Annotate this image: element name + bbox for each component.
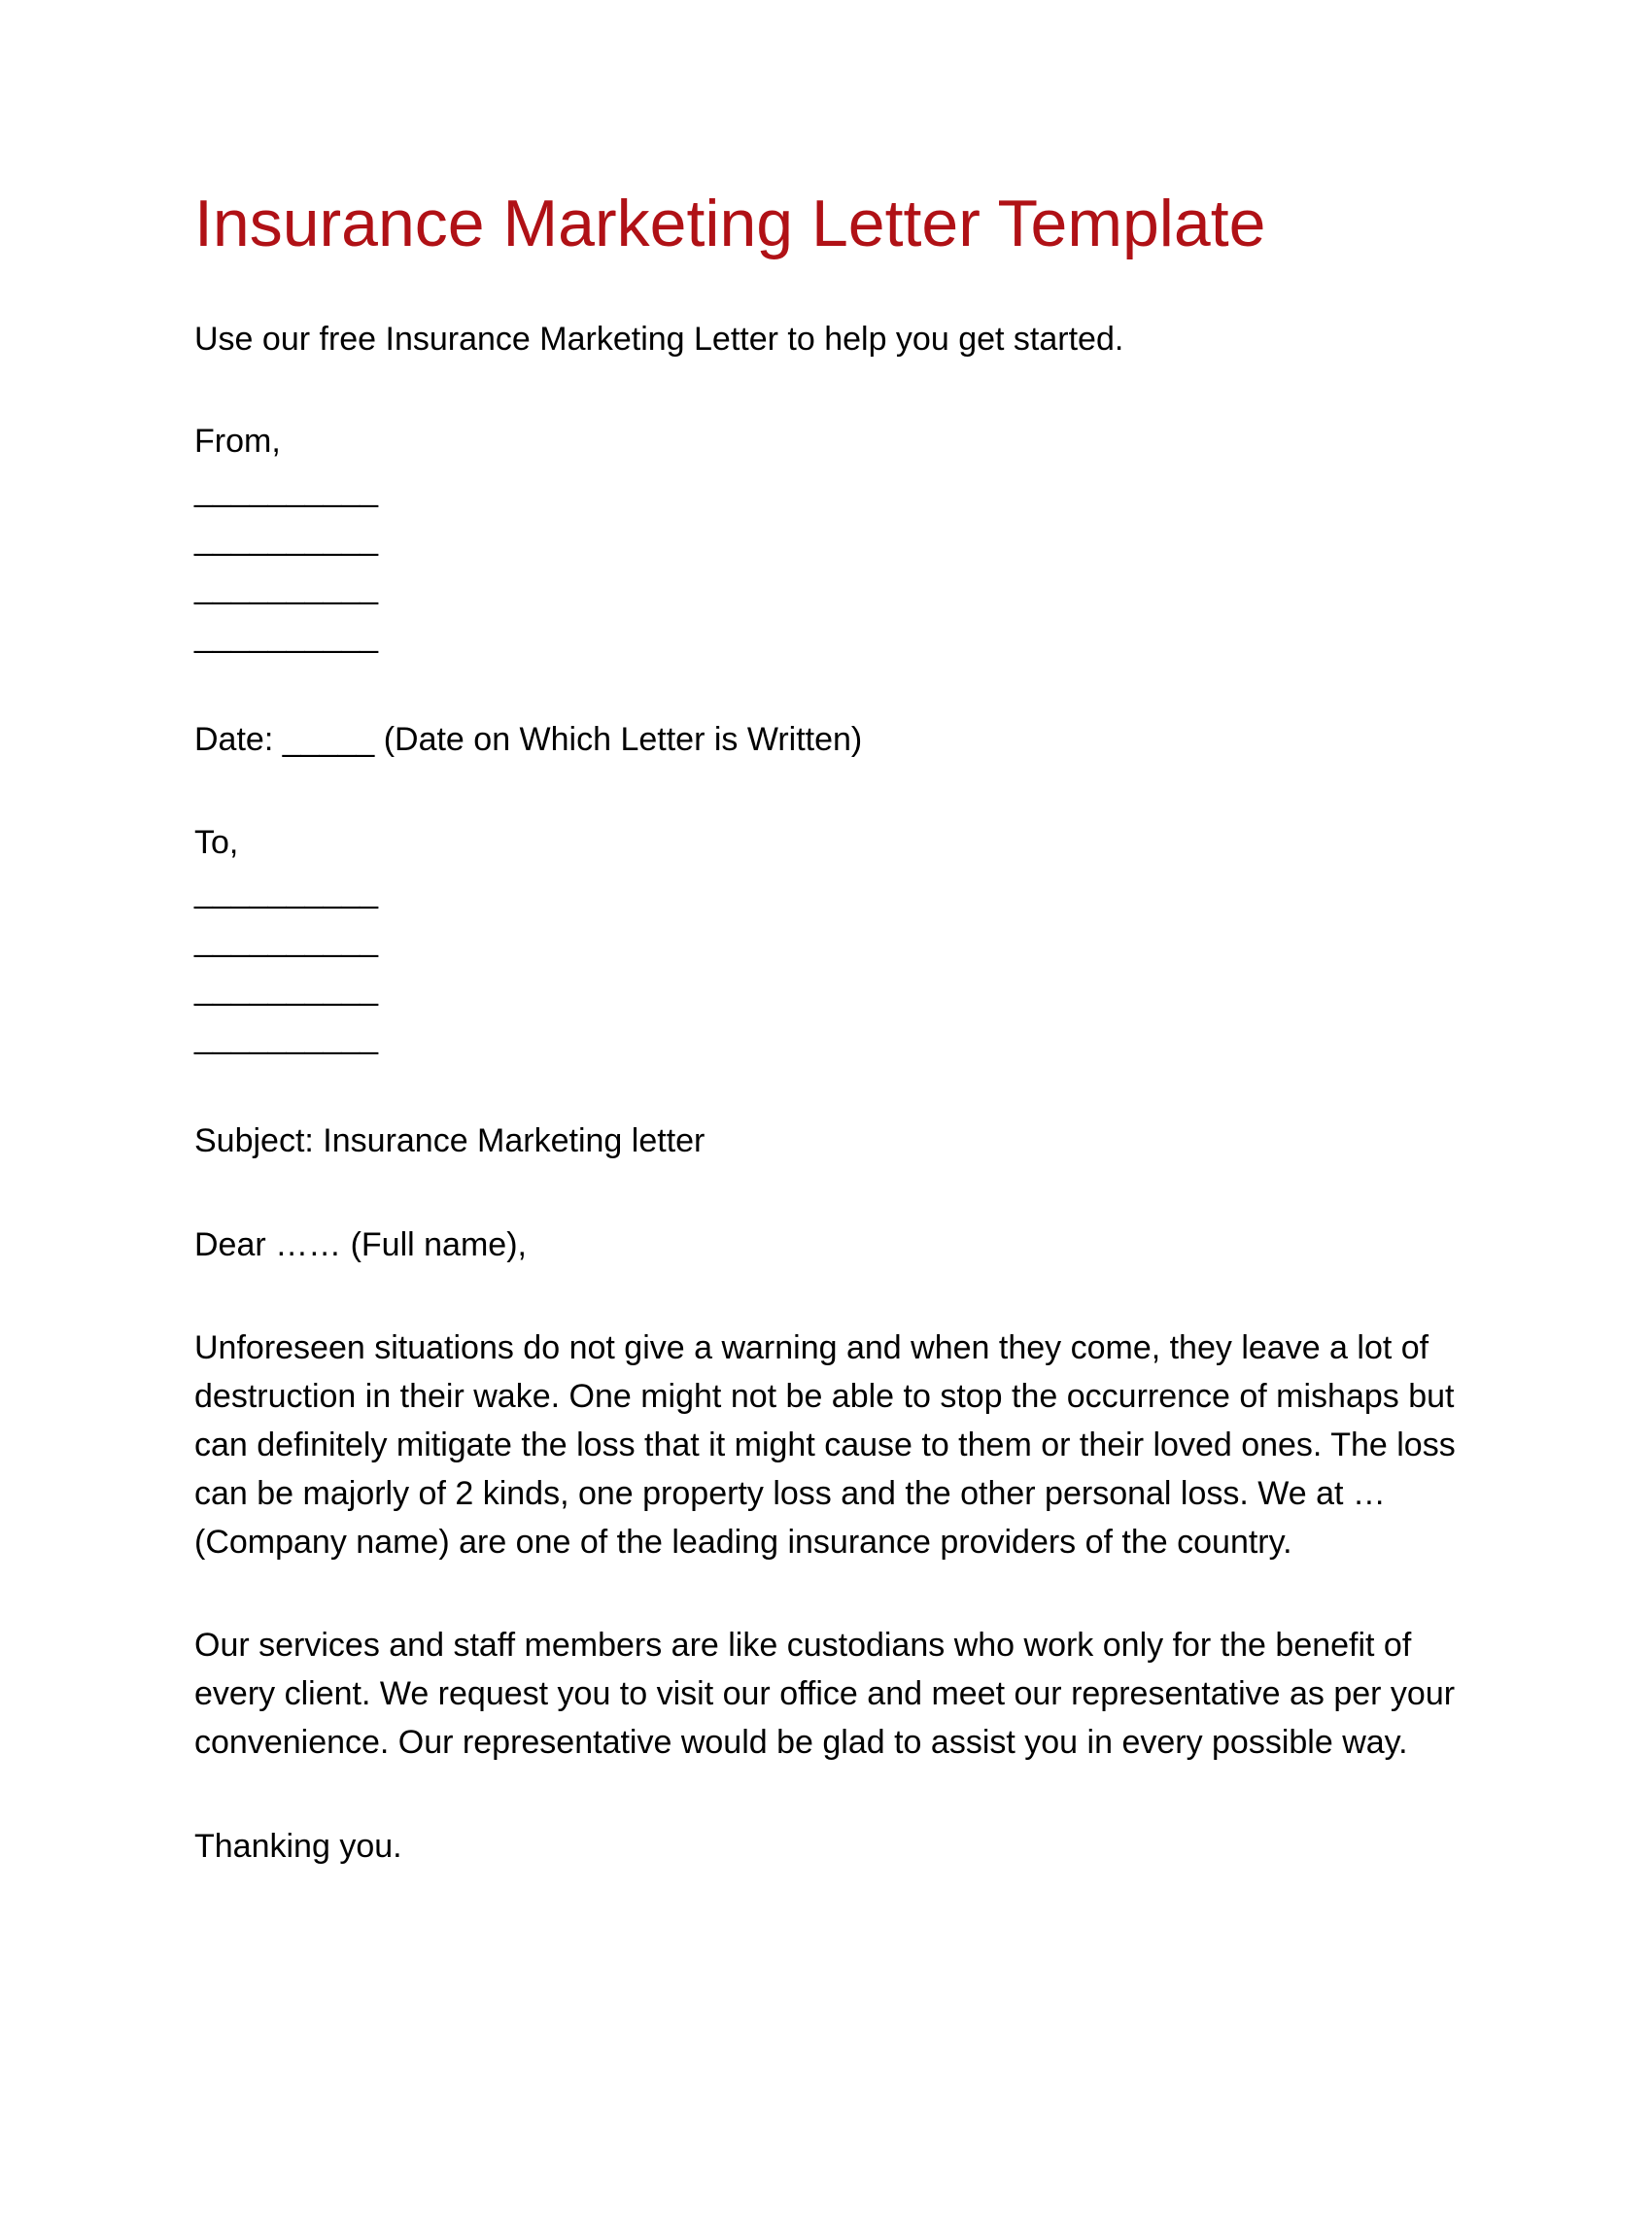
body-paragraph-1: Unforeseen situations do not give a warning and when they come, they leave a lot of destruction in their wake. One might not be able to stop the occurrence of mishaps but can definitely mitigate the loss that it might cause to them or their loved ones. The loss can be majorly of 2 kinds, one property loss and the other personal loss. We at … (Company name) are one of the leading insurance providers of the country. (194, 1329, 1456, 1561)
from-line-1: __________ (194, 471, 379, 508)
to-line-1: __________ (194, 873, 379, 910)
to-line-3: __________ (194, 970, 379, 1007)
intro-text: Use our free Insurance Marketing Letter to help you get started. (194, 321, 1124, 358)
from-label: From, (194, 423, 281, 460)
to-line-4: __________ (194, 1018, 379, 1055)
document-title: Insurance Marketing Letter Template (194, 187, 1266, 260)
to-line-2: __________ (194, 921, 379, 958)
body-paragraph-2: Our services and staff members are like custodians who work only for the benefit of every client. We request you to visit our office and meet our representative as per your convenience. Our representative would be glad to assist you in every possible way. (194, 1627, 1456, 1761)
from-line-2: __________ (194, 520, 379, 557)
subject-line: Subject: Insurance Marketing letter (194, 1122, 706, 1159)
closing-text: Thanking you. (194, 1828, 402, 1865)
from-address-lines (194, 465, 1467, 660)
from-line-3: __________ (194, 568, 379, 605)
to-address-lines (194, 867, 1467, 1061)
from-line-4: __________ (194, 617, 379, 654)
salutation: Dear …… (Full name), (194, 1226, 527, 1263)
date-line: Date: _____ (Date on Which Letter is Written) (194, 721, 863, 758)
letter-content (194, 185, 1467, 1871)
to-label: To, (194, 824, 239, 861)
